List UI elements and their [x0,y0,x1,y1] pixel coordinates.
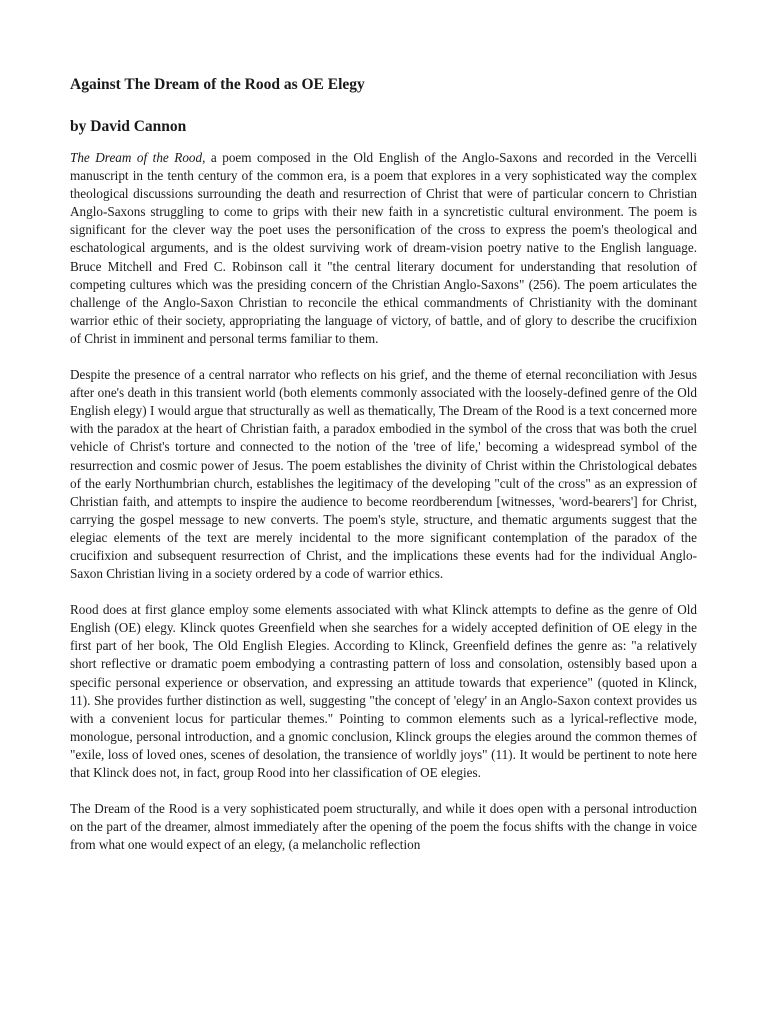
paragraph-2: Despite the presence of a central narrator who reflects on his grief, and the theme of eternal reconciliation with Jesus after one's death in this transient world (both elements commonly associated with the loosely-defined genre of the Old English elegy) I would argue that structurally as well as thematically, The Dream of the Rood is a text concerned more with the paradox at the heart of Christian faith, a paradox embodied in the symbol of the cross that was both the cruel vehicle of Christ's torture and connected to the notion of the 'tree of life,' becoming a widespread symbol of the resurrection and cosmic power of Jesus. The poem establishes the divinity of Christ within the Christological debates of the early Northumbrian church, establishes the legitimacy of the developing "cult of the cross" as an expression of Christian faith, and attempts to inspire the audience to become reordberendum [witnesses, 'word-bearers'] for Christ, carrying the gospel message to new converts. The poem's style, structure, and thematic arguments suggest that the elegiac elements of the text are merely incidental to the more significant contemplation of the paradox of the crucifixion and subsequent resurrection of Christ, and the implications these events had for the individual Anglo-Saxon Christian living in a society ordered by a code of warrior ethics. [70,367,697,582]
poem-title-italic: The Dream of the Rood [70,150,203,165]
document-title: Against The Dream of the Rood as OE Elegy [70,76,365,93]
paragraph-1 [70,149,697,348]
paragraph-4: The Dream of the Rood is a very sophisticated poem structurally, and while it does open with a personal introduction on the part of the dreamer, almost immediately after the opening of the poem the focus shifts with the change in voice from what one would expect of an elegy, (a melancholic reflection [70,801,697,853]
document-page [70,75,697,872]
author-byline: by David Cannon [70,118,187,135]
paragraph-1-text: , a poem composed in the Old English of the Anglo-Saxons and recorded in the Vercelli manuscript in the tenth century of the common era, is a poem that explores in a very sophisticated way the complex theological discussions surrounding the death and resurrection of Christ that were of particular concern to Christian Anglo-Saxons struggling to come to grips with their new faith in a syncretistic cultural environment. The poem is significant for the clever way the poet uses the personification of the cross to express the poem's theological and eschatological arguments, and is the oldest surviving work of dream-vision poetry native to the English language. Bruce Mitchell and Fred C. Robinson call it "the central literary document for understanding that resolution of competing cultures which was the presiding concern of the Christian Anglo-Saxons" (256). The poem articulates the challenge of the Anglo-Saxon Christian to reconcile the ethical commandments of Christianity with the dominant warrior ethic of their society, appropriating the language of victory, of battle, and of glory to describe the crucifixion of Christ in imminent and personal terms familiar to them. [70,150,698,346]
paragraph-3: Rood does at first glance employ some elements associated with what Klinck attempts to define as the genre of Old English (OE) elegy. Klinck quotes Greenfield when she searches for a widely accepted definition of OE elegy in the first part of her book, The Old English Elegies. According to Klinck, Greenfield defines the genre as: "a relatively short reflective or dramatic poem embodying a contrasting pattern of loss and consolation, ostensibly based upon a specific personal experience or observation, and expressing an attitude towards that experience" (quoted in Klinck, 11). She provides further distinction as well, suggesting "the concept of 'elegy' in an Anglo-Saxon context provides us with a convenient locus for particular themes." Pointing to common elements such as a lyrical-reflective mode, monologue, personal introduction, and a gnomic conclusion, Klinck groups the elegies around the common themes of "exile, loss of loved ones, scenes of desolation, the transience of worldly joys" (11). It would be pertinent to note here that Klinck does not, in fact, group Rood into her classification of OE elegies. [70,602,697,780]
